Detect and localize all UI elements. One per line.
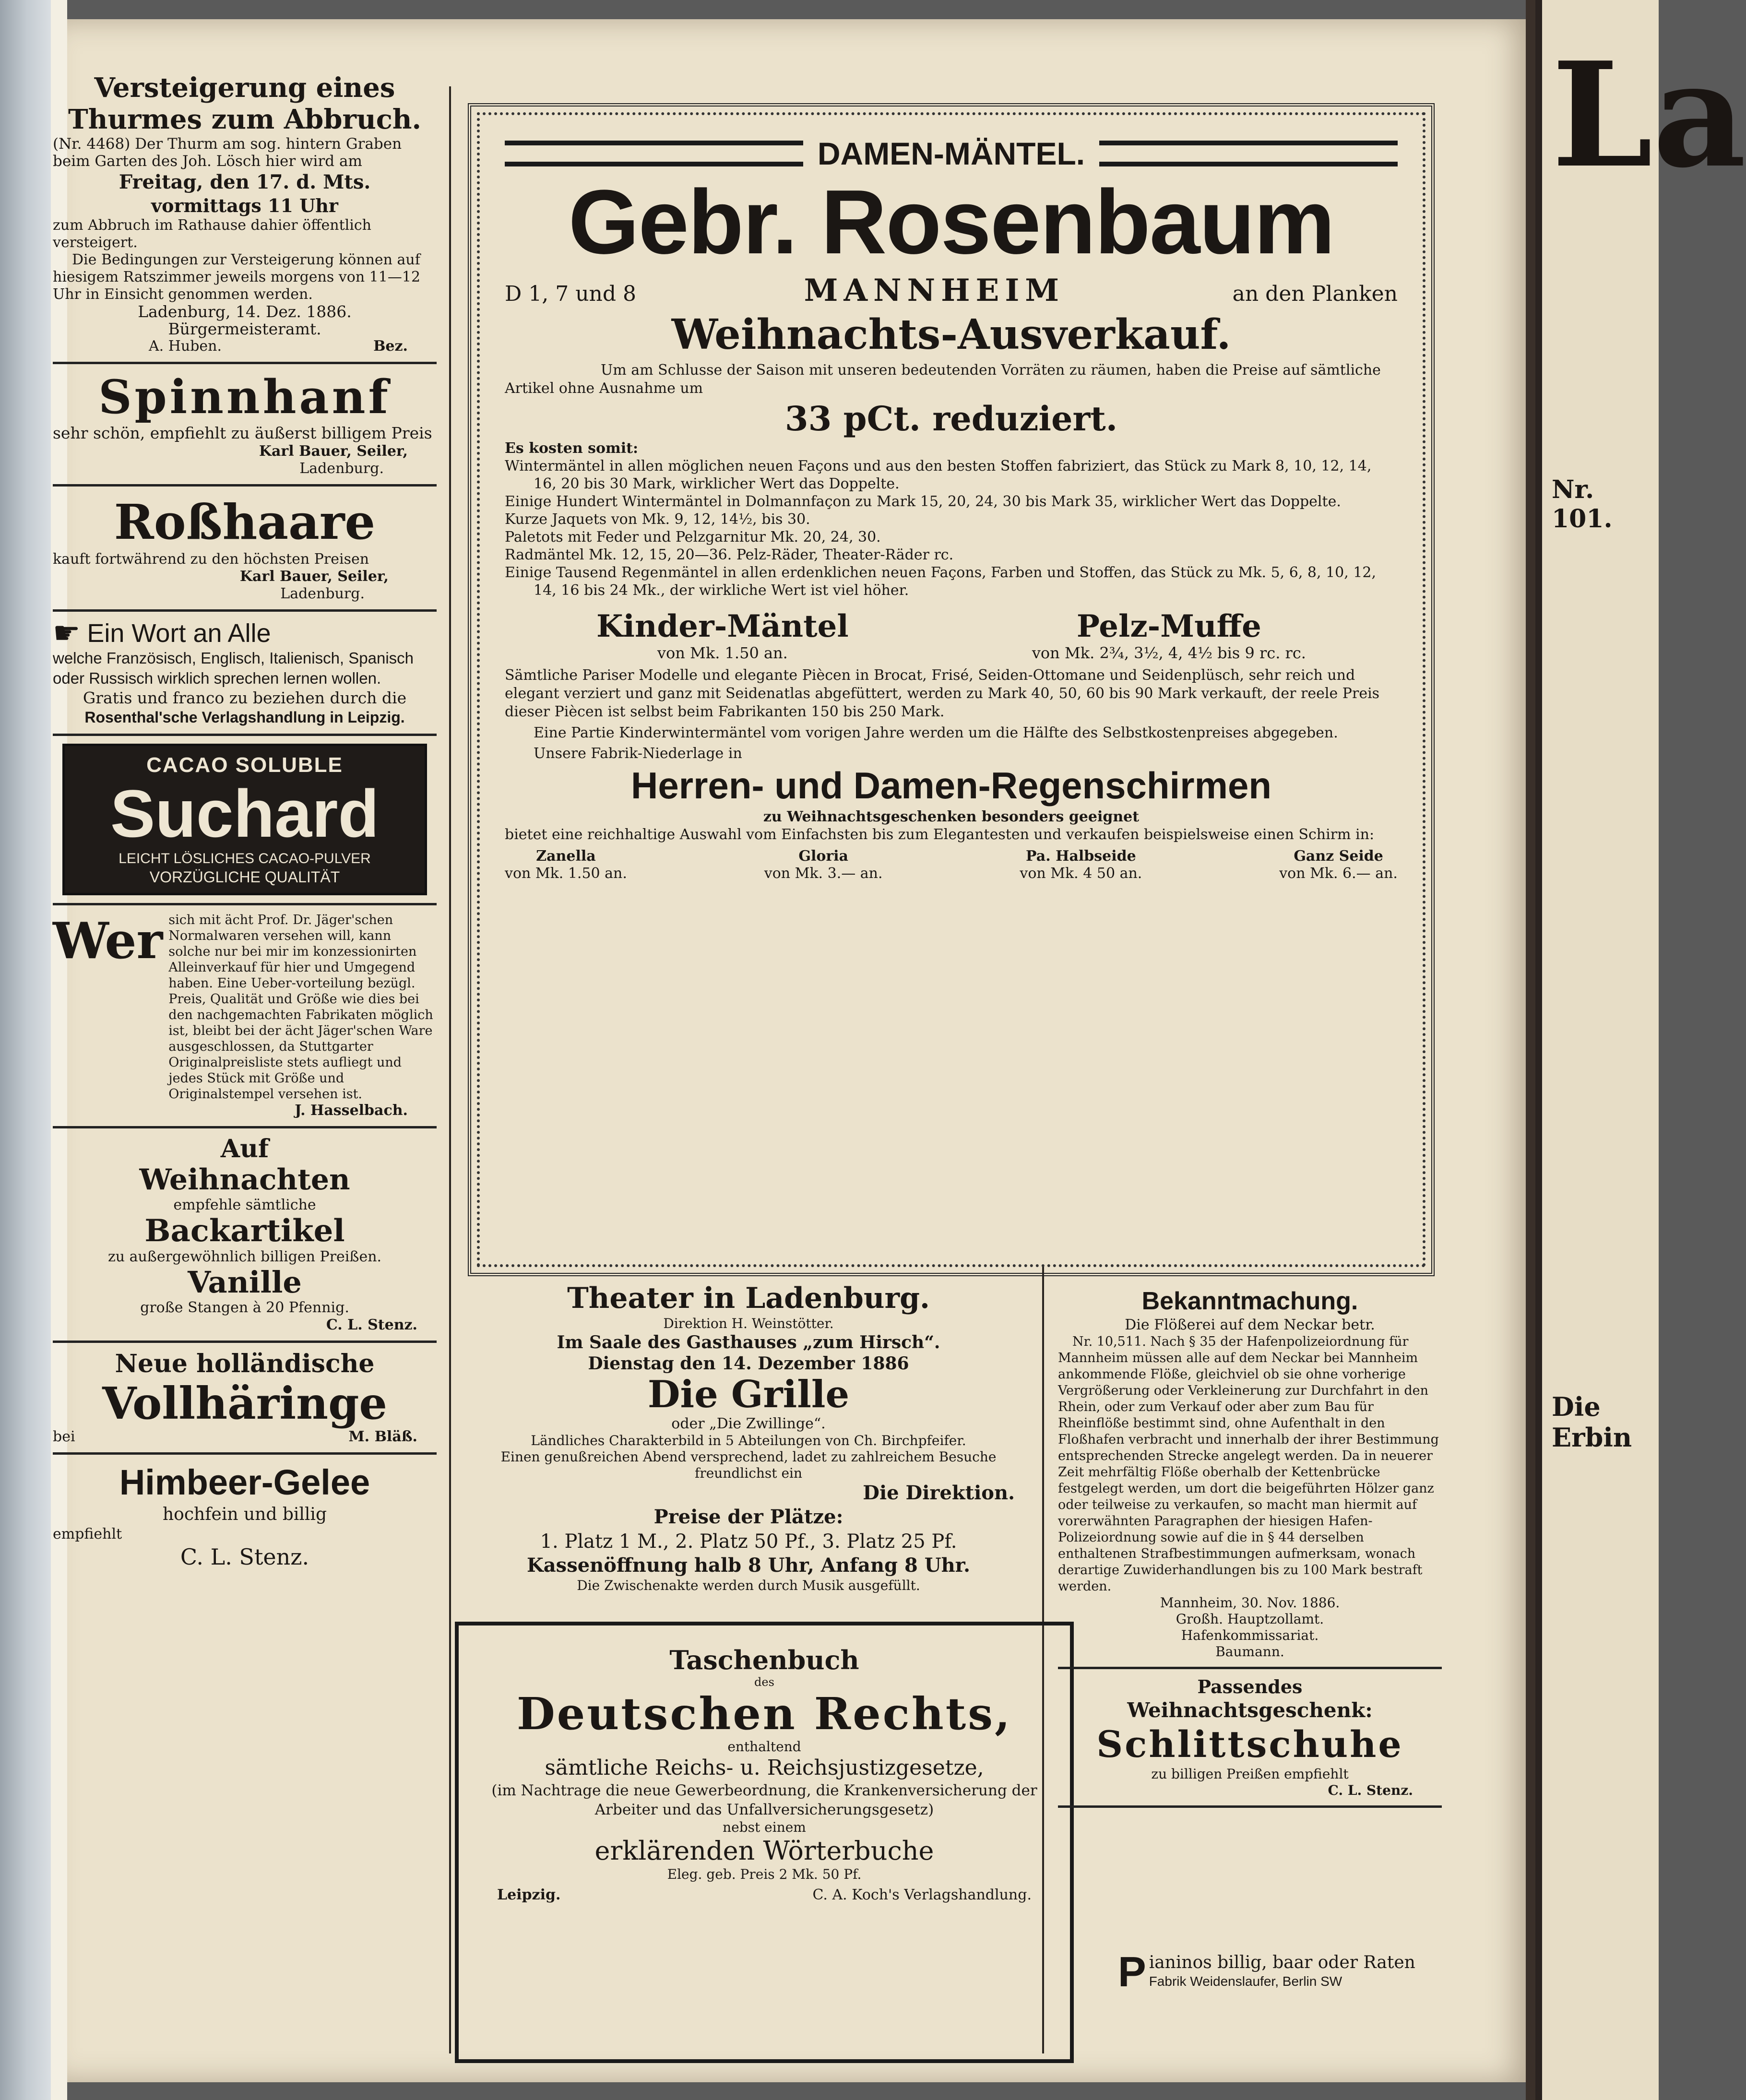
damen-maentel-header (505, 135, 1398, 172)
skates-title: Schlittschuhe (1096, 1723, 1403, 1766)
taschenbuch-ad (455, 1622, 1074, 2063)
umbrella-name: Ganz Seide (1294, 848, 1383, 865)
notice-office-1: Großh. Hauptzollamt. (1176, 1611, 1324, 1627)
notice-office-2: Hafenkommissariat. (1181, 1627, 1319, 1643)
umbrella-name: Pa. Halbseide (1026, 848, 1136, 865)
theater-title: Theater in Ladenburg. (567, 1281, 930, 1315)
pianinos-line-2: Fabrik Weidenslaufer, Berlin SW (1149, 1974, 1342, 1989)
book-nebst: nebst einem (723, 1819, 806, 1835)
company-name: Gebr. Rosenbaum (568, 171, 1334, 273)
fabrik: Unsere Fabrik-Niederlage in (534, 745, 742, 762)
theater-desc: Ländliches Charakterbild in 5 Abteilungen von Ch. Birchpfeifer. (531, 1433, 966, 1448)
jaeger-ad (53, 912, 437, 1119)
hering-line-1: Neue holländische (115, 1349, 375, 1378)
himbeer-body: hochfein und billig (163, 1505, 327, 1524)
divider (1058, 1805, 1442, 1808)
wer-signer: J. Hasselbach. (295, 1102, 408, 1119)
theater-music: Die Zwischenakte werden durch Musik ausgefüllt. (577, 1578, 920, 1593)
auction-notice (53, 72, 437, 355)
spinnhanf-body: sehr schön, empfiehlt zu äußerst billigem Preis (53, 424, 432, 442)
wer-body: sich mit ächt Prof. Dr. Jäger'schen Normalwaren versehen will, kann solche nur bei mir im konzessionirten Alleinverkauf für hier und Umgegend haben. Eine Ueber-vorteilung bezügl. Preis, Qualität und Größe wie dies bei den nachgemachten Fabrikaten möglich ist, bleibt bei der ächt Jäger'schen Ware ausgeschlossen, da Stuttgarter Originalpreisliste stets aufliegt und jedes Stück mit Größe und Originalstempel versehen ist. (168, 913, 433, 1102)
himbeer-empfiehlt: empfiehlt (53, 1526, 122, 1542)
umbrella-price: von Mk. 3.— an. (764, 865, 883, 882)
price-list-item: Paletots mit Feder und Pelzgarnitur Mk. 20, 24, 30. (505, 529, 881, 546)
rosshaare-title: Roßhaare (114, 494, 376, 550)
schlittschuhe-ad (1058, 1676, 1442, 1799)
weihnachten-body-2: zu außergewöhnlich billigen Preißen. (107, 1248, 382, 1265)
notice-subject: Die Flößerei auf dem Neckar betr. (1125, 1317, 1375, 1333)
auction-title-1: Versteigerung eines (94, 72, 395, 104)
umbrella-sub: zu Weihnachtsgeschenken besonders geeignet (763, 808, 1140, 825)
pianinos-ad (1118, 1948, 1454, 1995)
suchard-brand: Suchard (110, 776, 380, 851)
spinnhanf-title: Spinnhanf (98, 370, 391, 424)
wort-ad (53, 618, 437, 727)
sale-intro: Um am Schlusse der Saison mit unseren bedeutenden Vorräten zu räumen, haben die Preise auf sämtliche Artikel ohne Ausnahme um (505, 362, 1381, 397)
book-city: Leipzig. (497, 1886, 561, 1903)
wort-title: Ein Wort an Alle (87, 619, 271, 648)
price-list (505, 457, 1398, 599)
auction-place-date: Ladenburg, 14. Dez. 1886. (138, 302, 352, 321)
book-line-5: erklärenden Wörterbuche (594, 1836, 934, 1866)
umbrella-item (505, 848, 627, 882)
wer-title: Wer (53, 911, 163, 970)
kinder-title: Kinder-Mäntel (596, 608, 849, 644)
notice-title: Bekanntmachung. (1141, 1287, 1358, 1315)
address-line (505, 273, 1398, 308)
weihnachten-line-3: Backartikel (144, 1213, 345, 1249)
divider (53, 1341, 437, 1343)
adjacent-story-title: Die Erbin (1552, 1391, 1632, 1453)
umbrella-price: von Mk. 1.50 an. (505, 865, 627, 882)
address-right: an den Planken (1232, 282, 1398, 306)
notice-place-date: Mannheim, 30. Nov. 1886. (1160, 1595, 1340, 1611)
umbrella-body: bietet eine reichhaltige Auswahl vom Einfachsten bis zum Elegantesten und verkaufen beispielsweise einen Schirm in: (505, 826, 1375, 843)
wort-body-1: welche Französisch, Englisch, Italienisch, Spanisch oder Russisch wirklich sprechen lernen wollen. (53, 649, 414, 687)
umbrella-item (1279, 848, 1398, 882)
auction-time: vormittags 11 Uhr (151, 195, 338, 216)
theater-times: Kassenöffnung halb 8 Uhr, Anfang 8 Uhr. (526, 1554, 970, 1577)
divider (53, 609, 437, 612)
notice-body: Nr. 10,511. Nach § 35 der Hafenpolizeiordnung für Mannheim müssen alle auf dem Neckar bei Mannheim ankommende Flöße, gleichviel ob sie ohne vorherige Vergrößerung oder Verkleinerung zur Durchfahrt in den Rhein, oder zum Verkauf oder aber zum Bau für Rheinflöße bestimmt sind, ohne Aufenthalt in den Floßhafen verbracht und innerhalb der ihrer Bestimmung entsprechenden Strecke angelegt werden. Da in neuerer Zeit mehrfältig Flöße oberhalb der Kettenbrücke festgelegt werden, um dort die beigeführten Hölzer ganz oder teilweise zu verkaufen, so macht man hiermit auf vorerwähnten Paragraphen der hiesigen Hafen-Polizeiordnung sowie auf die in § 44 derselben enthaltenen Strafbestimmungen aufmerksam, wonach derartige Zuwiderhandlungen bis zu 100 Mark bestraft werden. (1058, 1334, 1439, 1594)
umbrella-name: Zanella (536, 848, 596, 865)
himbeer-title: Himbeer-Gelee (119, 1462, 370, 1502)
weihnachten-line-1: Auf (220, 1134, 269, 1163)
weihnachten-line-4: Vanille (188, 1265, 302, 1300)
pelz-price: von Mk. 2¾, 3½, 4, 4½ bis 9 rc. rc. (1032, 644, 1306, 662)
pianinos-initial: P (1118, 1948, 1146, 1995)
adjacent-issue: Nr. 101. (1552, 475, 1613, 534)
address-left: D 1, 7 und 8 (505, 282, 637, 306)
hering-bei: bei (53, 1428, 75, 1445)
price-list-item: Wintermäntel in allen möglichen neuen Façons und aus den besten Stoffen fabriziert, das Stück zu Mark 8, 10, 12, 14, 16, 20 bis 30 Mark, wirklicher Wert das Doppelte. (505, 458, 1372, 492)
book-price: Eleg. geb. Preis 2 Mk. 50 Pf. (667, 1866, 862, 1882)
divider (53, 1452, 437, 1455)
divider (53, 903, 437, 905)
theater-play: Die Grille (647, 1373, 850, 1416)
umbrella-item (1020, 848, 1142, 882)
book-line-1: Taschenbuch (669, 1645, 859, 1675)
hering-line-2: Vollhäringe (102, 1377, 387, 1429)
suchard-top: CACAO SOLUBLE (146, 753, 343, 777)
adjacent-page (1535, 0, 1746, 2100)
auction-date: Freitag, den 17. d. Mts. (119, 171, 371, 193)
price-list-item: Kurze Jaquets von Mk. 9, 12, 14½, bis 30. (505, 511, 810, 528)
suchard-line-1: LEICHT LÖSLICHES CACAO-PULVER (119, 851, 371, 866)
column-rule-left (449, 86, 451, 2053)
theater-signer: Die Direktion. (863, 1482, 1015, 1504)
spinnhanf-ad (53, 371, 437, 477)
pianinos-line-1: ianinos billig, baar oder Raten (1149, 1953, 1415, 1972)
hering-signer: M. Bläß. (348, 1428, 417, 1445)
skates-signer: C. L. Stenz. (1328, 1782, 1413, 1798)
book-publisher: C. A. Koch's Verlagshandlung. (812, 1886, 1032, 1903)
rosshaare-ad (53, 493, 437, 603)
sale-title: Weihnachts-Ausverkauf. (671, 310, 1231, 359)
auction-body-2: zum Abbruch im Rathause dahier öffentlich versteigert. (53, 217, 371, 251)
suchard-ad (62, 744, 427, 895)
theater-prices: 1. Platz 1 M., 2. Platz 50 Pf., 3. Platz 25 Pf. (540, 1531, 957, 1553)
divider (53, 484, 437, 486)
theater-date: Dienstag den 14. Dezember 1886 (588, 1353, 909, 1374)
himbeer-ad (53, 1461, 437, 1571)
auction-body-3: Die Bedingungen zur Versteigerung können auf hiesigem Ratszimmer jeweils morgens von 11—12 Uhr in Einsicht genommen werden. (53, 251, 421, 303)
weihnachten-body-1: empfehle sämtliche (173, 1197, 316, 1213)
theater-prices-title: Preise der Plätze: (653, 1506, 843, 1528)
kinder-pelz-row (505, 609, 1398, 662)
theater-ad (468, 1281, 1029, 1594)
kinder-price: von Mk. 1.50 an. (657, 644, 788, 662)
rosshaare-place: Ladenburg. (280, 585, 365, 602)
skates-body: zu billigen Preißen empfiehlt (1151, 1766, 1349, 1782)
skates-line-2: Weihnachtsgeschenk: (1127, 1698, 1373, 1722)
weihnachten-line-2: Weihnachten (139, 1163, 350, 1197)
spinnhanf-place: Ladenburg. (299, 460, 384, 477)
divider (53, 362, 437, 364)
rosenbaum-ad (468, 103, 1435, 1276)
weihnachten-signer: C. L. Stenz. (326, 1317, 417, 1333)
theater-direction: Direktion H. Weinstötter. (663, 1316, 834, 1331)
hering-ad (53, 1350, 437, 1446)
weihnachten-body-3: große Stangen à 20 Pfennig. (140, 1299, 349, 1316)
notice-signer: Baumann. (1215, 1644, 1284, 1660)
divider (53, 734, 437, 736)
suchard-line-2: VORZÜGLICHE QUALITÄT (149, 868, 340, 886)
divider (53, 1126, 437, 1128)
umbrella-prices (505, 848, 1398, 882)
umbrella-price: von Mk. 6.— an. (1279, 865, 1398, 882)
city-name: MANNHEIM (804, 273, 1065, 308)
auction-title-2: Thurmes zum Abbruch. (68, 104, 422, 135)
wort-body-2: Gratis und franco zu beziehen durch die (83, 688, 407, 707)
price-list-item: Einige Tausend Regenmäntel in allen erdenklichen neuen Façons, Farben und Stoffen, das Stück zu Mk. 5, 6, 8, 10, 12, 14, 16 bis 24 Mk., der wirkliche Wert ist viel höher. (505, 564, 1377, 599)
left-column (53, 72, 437, 1571)
theater-venue: Im Saale des Gasthauses „zum Hirsch“. (557, 1332, 940, 1353)
umbrella-name: Gloria (798, 848, 848, 865)
wort-publisher: Rosenthal'sche Verlagshandlung in Leipzig. (84, 709, 405, 726)
discount: 33 pCt. reduziert. (784, 399, 1118, 439)
rosshaare-body: kauft fortwährend zu den höchsten Preisen (53, 551, 369, 568)
rosshaare-signer: Karl Bauer, Seiler, (239, 568, 389, 585)
skates-line-1: Passendes (1197, 1676, 1303, 1697)
partie: Eine Partie Kinderwintermäntel vom vorigen Jahre werden um die Hälfte des Selbstkostenpreises abgegeben. (534, 724, 1338, 741)
theater-alt: oder „Die Zwillinge“. (671, 1415, 826, 1432)
pelz-title: Pelz-Muffe (1076, 608, 1261, 644)
umbrella-price: von Mk. 4 50 an. (1020, 865, 1142, 882)
damen-maentel-title: DAMEN-MÄNTEL. (817, 136, 1085, 171)
es-kosten: Es kosten somit: (505, 440, 639, 457)
price-list-item: Radmäntel Mk. 12, 15, 20—36. Pelz-Räder, Theater-Räder rc. (505, 546, 954, 563)
auction-signer: A. Huben. (149, 338, 222, 355)
auction-signature (53, 338, 437, 355)
umbrella-item (764, 848, 883, 882)
umbrella-title: Herren- und Damen-Regenschirmen (631, 764, 1271, 807)
himbeer-signer: C. L. Stenz. (180, 1544, 309, 1570)
book-line-3: sämtliche Reichs- u. Reichsjustizgesetze, (545, 1756, 984, 1780)
auction-signer-suffix: Bez. (373, 338, 408, 355)
auction-authority: Bürgermeisteramt. (168, 320, 321, 338)
bekanntmachung-notice (1058, 1286, 1442, 1815)
price-list-item: Einige Hundert Wintermäntel in Dolmannfaçon zu Mark 15, 20, 24, 30 bis Mark 35, wirklicher Wert das Doppelte. (505, 493, 1341, 510)
pointing-hand-icon: ☛ (53, 616, 81, 651)
auction-body-1: (Nr. 4468) Der Thurm am sog. hintern Graben beim Garten des Joh. Lösch hier wird am (53, 135, 402, 170)
book-line-4: (im Nachtrage die neue Gewerbeordnung, die Krankenversicherung der Arbeiter und das Unfallversicherungsgesetz) (491, 1782, 1037, 1818)
divider (1058, 1667, 1442, 1669)
paris-models: Sämtliche Pariser Modelle und elegante Piècen in Brocat, Frisé, Seiden-Ottomane und Seidenplüsch, sehr reich und elegant verziert und ganz mit Seidenatlas abgefüttert, werden zu Mark 40, 50, 60 bis 90 Mark verkauft, der reele Preis dieser Piècen ist selbst beim Fabrikanten 150 bis 250 Mark. (505, 667, 1380, 720)
weihnachten-ad (53, 1135, 437, 1334)
adjacent-masthead: La (1552, 30, 1746, 200)
wort-header (53, 616, 437, 651)
book-des: des (754, 1675, 774, 1689)
spinnhanf-signer: Karl Bauer, Seiler, (259, 443, 408, 460)
book-line-2: Deutschen Rechts, (516, 1688, 1012, 1740)
book-enthaltend: enthaltend (727, 1739, 801, 1755)
theater-invite: Einen genußreichen Abend versprechend, ladet zu zahlreichem Besuche freundlichst ein (500, 1449, 997, 1481)
